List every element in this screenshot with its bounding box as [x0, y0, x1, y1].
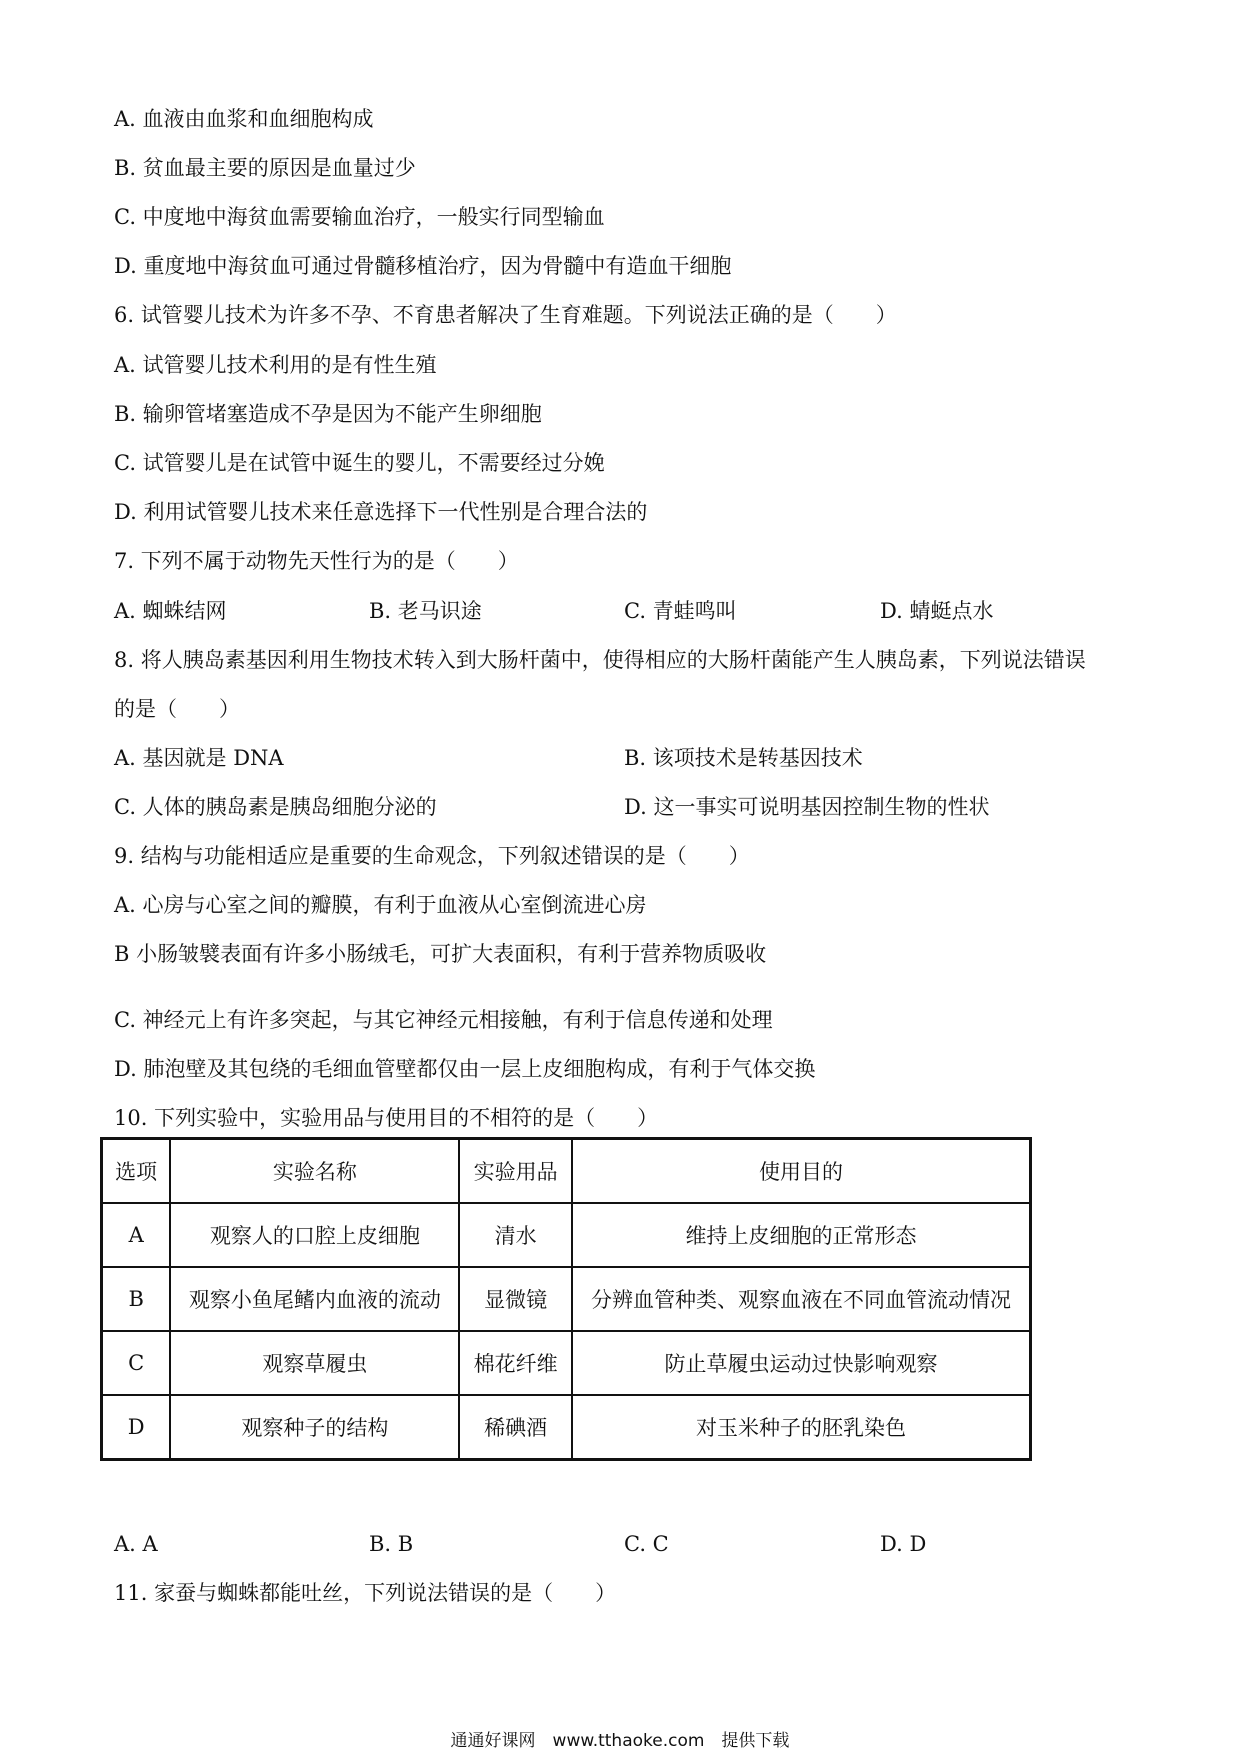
table-header: 使用目的: [572, 1139, 1031, 1204]
table-row: [102, 1203, 1031, 1267]
table-header: 实验用品: [459, 1139, 572, 1204]
q9-option-a: A. 心房与心室之间的瓣膜，有利于血液从心室倒流进心房: [114, 893, 647, 917]
table-row: [102, 1267, 1031, 1331]
q6-stem: 6. 试管婴儿技术为许多不孕、不育患者解决了生育难题。下列说法正确的是（ ）: [114, 303, 897, 327]
table-cell: D: [102, 1395, 171, 1460]
table-cell: 显微镜: [459, 1267, 572, 1331]
q6-option-b: B. 输卵管堵塞造成不孕是因为不能产生卵细胞: [114, 402, 542, 426]
q9-option-b: B 小肠皱襞表面有许多小肠绒毛，可扩大表面积，有利于营养物质吸收: [114, 942, 767, 966]
q8-option-c: C. 人体的胰岛素是胰岛细胞分泌的: [114, 795, 437, 819]
q11-stem: 11. 家蚕与蜘蛛都能吐丝，下列说法错误的是（ ）: [114, 1581, 617, 1605]
table-cell: 稀碘酒: [459, 1395, 572, 1460]
table-cell: 观察种子的结构: [170, 1395, 459, 1460]
q5-option-a: A. 血液由血浆和血细胞构成: [114, 107, 374, 131]
q8-stem-line1: 8. 将人胰岛素基因利用生物技术转入到大肠杆菌中，使得相应的大肠杆菌能产生人胰岛素，下列说法错误: [114, 648, 1086, 672]
experiment-table: [100, 1137, 1032, 1461]
table-row: [102, 1331, 1031, 1395]
table-cell: 分辨血管种类、观察血液在不同血管流动情况: [572, 1267, 1031, 1331]
table-cell: 观察人的口腔上皮细胞: [170, 1203, 459, 1267]
q5-option-b: B. 贫血最主要的原因是血量过少: [114, 156, 416, 180]
q10-option-b: B. B: [369, 1532, 414, 1556]
q9-option-c: C. 神经元上有许多突起，与其它神经元相接触，有利于信息传递和处理: [114, 1008, 773, 1032]
q7-option-b: B. 老马识途: [369, 599, 482, 623]
q8-option-b: B. 该项技术是转基因技术: [624, 746, 863, 770]
q9-option-d: D. 肺泡壁及其包绕的毛细血管壁都仅由一层上皮细胞构成，有利于气体交换: [114, 1057, 816, 1081]
table-header-row: [102, 1139, 1031, 1204]
q8-stem-line2: 的是（ ）: [114, 697, 240, 721]
q10-option-c: C. C: [624, 1532, 669, 1556]
table-cell: 维持上皮细胞的正常形态: [572, 1203, 1031, 1267]
table-cell: 观察小鱼尾鳍内血液的流动: [170, 1267, 459, 1331]
q8-option-a: A. 基因就是 DNA: [114, 746, 284, 770]
q10-stem: 10. 下列实验中，实验用品与使用目的不相符的是（ ）: [114, 1106, 659, 1130]
table-row: [102, 1395, 1031, 1460]
q7-option-d: D. 蜻蜓点水: [880, 599, 994, 623]
table-cell: B: [102, 1267, 171, 1331]
table-cell: 清水: [459, 1203, 572, 1267]
table-header: 选项: [102, 1139, 171, 1204]
q8-option-d: D. 这一事实可说明基因控制生物的性状: [624, 795, 990, 819]
table-cell: 防止草履虫运动过快影响观察: [572, 1331, 1031, 1395]
table-cell: 对玉米种子的胚乳染色: [572, 1395, 1031, 1460]
table-cell: 棉花纤维: [459, 1331, 572, 1395]
q9-stem: 9. 结构与功能相适应是重要的生命观念，下列叙述错误的是（ ）: [114, 844, 750, 868]
q6-option-c: C. 试管婴儿是在试管中诞生的婴儿，不需要经过分娩: [114, 451, 605, 475]
q5-option-d: D. 重度地中海贫血可通过骨髓移植治疗，因为骨髓中有造血干细胞: [114, 254, 732, 278]
table-cell: A: [102, 1203, 171, 1267]
table-header: 实验名称: [170, 1139, 459, 1204]
q10-option-a: A. A: [114, 1532, 158, 1556]
table-cell: C: [102, 1331, 171, 1395]
q6-option-d: D. 利用试管婴儿技术来任意选择下一代性别是合理合法的: [114, 500, 648, 524]
q5-option-c: C. 中度地中海贫血需要输血治疗，一般实行同型输血: [114, 205, 605, 229]
q10-option-d: D. D: [880, 1532, 927, 1556]
q7-stem: 7. 下列不属于动物先天性行为的是（ ）: [114, 549, 519, 573]
q7-option-c: C. 青蛙鸣叫: [624, 599, 737, 623]
table-cell: 观察草履虫: [170, 1331, 459, 1395]
page-footer: 通通好课网 www.tthaoke.com 提供下载: [450, 1731, 790, 1751]
q7-option-a: A. 蜘蛛结网: [114, 599, 227, 623]
q6-option-a: A. 试管婴儿技术利用的是有性生殖: [114, 353, 437, 377]
